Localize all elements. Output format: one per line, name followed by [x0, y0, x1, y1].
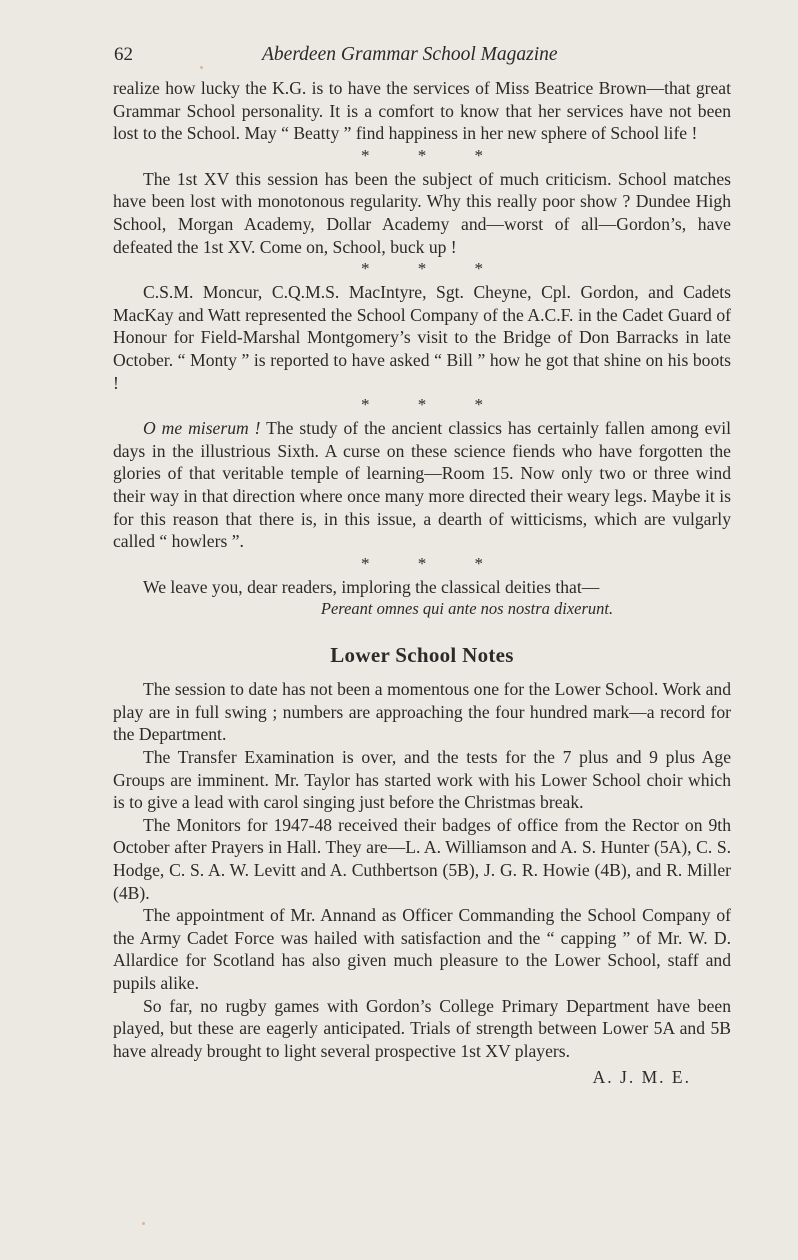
note-first-xv: The 1st XV this session has been the subject of much criticism. School matches have been lost with monotonous regularity. Why this really poor show ? Dundee High School, Morgan Academy, Dollar Academy and—worst of all—Gordon’s, have defeated the 1st XV. Come on, School, buck up ! [113, 168, 731, 257]
lower-school-paragraph: The session to date has not been a momentous one for the Lower School. Work and play are in full swing ; numbers are approaching the four hundred mark—a record for the Department. [113, 679, 731, 745]
latin-quote: Pereant omnes qui ante nos nostra dixerunt. [320, 599, 614, 619]
paper-speck [200, 66, 203, 69]
page-body [113, 77, 731, 1089]
lower-school-paragraph: The Transfer Examination is over, and the tests for the 7 plus and 9 plus Age Groups are imminent. Mr. Taylor has started work with his Lower School choir which is to give a lead with carol singing just before the Christmas break. [113, 747, 731, 813]
lower-school-paragraph: So far, no rugby games with Gordon’s College Primary Department have been played, but these are eagerly anticipated. Trials of strength between Lower 5A and 5B have already brought to light several prospective 1st XV players. [113, 995, 731, 1061]
page-header [112, 42, 732, 72]
author-signature: A. J. M. E. [592, 1067, 691, 1088]
note-kg-staff: realize how lucky the K.G. is to have the services of Miss Beatrice Brown—that great Grammar School personality. It is a comfort to know that her services have not been lost to the School. May “ Beatty ” find happiness in her new sphere of School life ! [113, 78, 731, 144]
running-title: Aberdeen Grammar School Magazine [262, 44, 558, 65]
separator-stars: * * * [361, 395, 505, 415]
separator-stars: * * * [361, 259, 505, 279]
classics-lead: O me miserum ! [143, 418, 261, 439]
note-classics [113, 417, 731, 553]
page-number: 62 [114, 44, 133, 65]
classics-text: The study of the ancient classics has certainly fallen among evil days in the illustrious Sixth. A curse on these science fiends who have forgotten the glories of that veritable temple of learning—Room 15. Now only two or three wind their way in that direction where once many more directed their weary legs. Maybe it is for this reason that there is, in this issue, a dearth of witticisms, which are vulgarly called “ howlers ”. [113, 418, 732, 552]
note-cadet-guard: C.S.M. Moncur, C.Q.M.S. MacIntyre, Sgt. Cheyne, Cpl. Gordon, and Cadets MacKay and Watt represented the School Company of the A.C.F. in the Cadet Guard of Honour for Field-Marshal Montgomery’s visit to the Bridge of Don Barracks in late October. “ Monty ” is reported to have asked “ Bill ” how he got that shine on his boots ! [113, 282, 731, 393]
note-farewell: We leave you, dear readers, imploring the classical deities that— [143, 576, 600, 597]
lower-school-paragraph: The Monitors for 1947-48 received their badges of office from the Rector on 9th October after Prayers in Hall. They are—L. A. Williamson and A. S. Hunter (5A), C. S. Hodge, C. S. A. W. Levitt and A. Cuthbertson (5B), J. G. R. Howie (4B), and R. Miller (4B). [113, 814, 731, 903]
lower-school-paragraph: The appointment of Mr. Annand as Officer Commanding the School Company of the Army Cadet Force was hailed with satisfaction and the “ capping ” of Mr. W. D. Allardice for Scotland has also given much pleasure to the Lower School, staff and pupils alike. [113, 905, 731, 993]
section-title: Lower School Notes [330, 643, 514, 668]
paper-speck [142, 1222, 145, 1225]
separator-stars: * * * [361, 145, 505, 165]
separator-stars: * * * [361, 553, 505, 573]
